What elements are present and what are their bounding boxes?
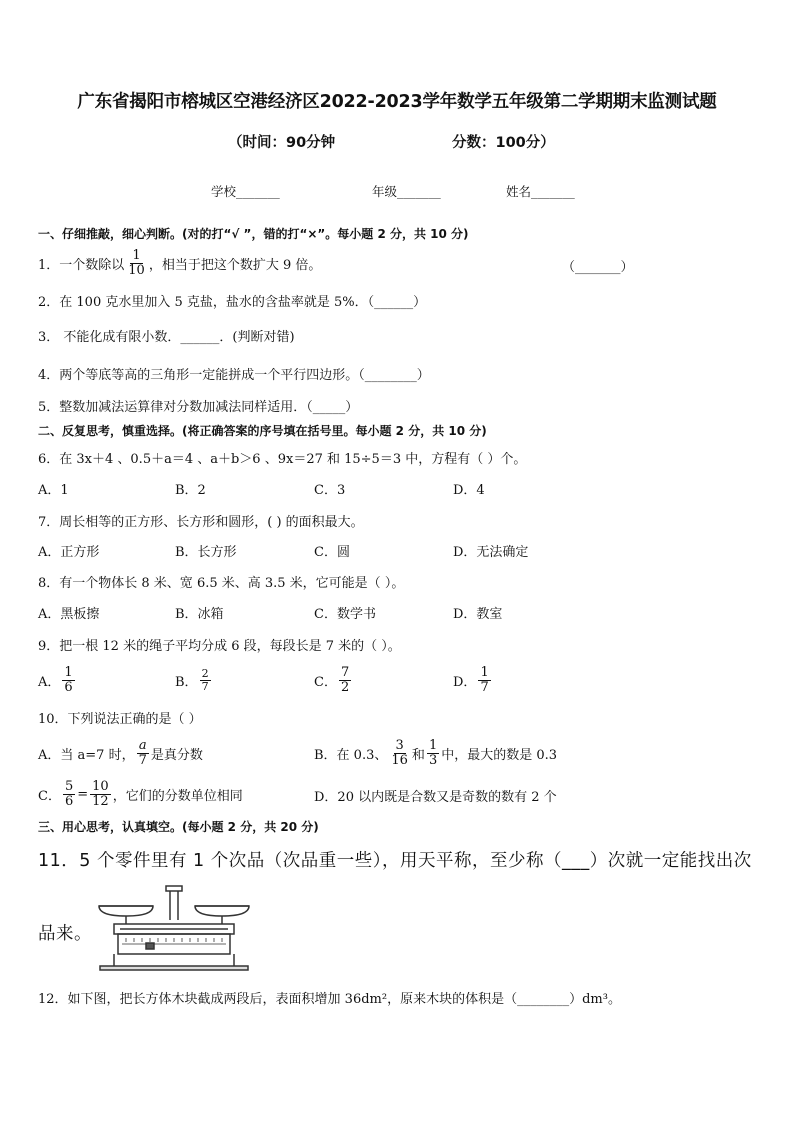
q9-option-b[interactable]: [175, 660, 213, 700]
q9-d-den: 7: [480, 679, 489, 695]
exam-time: （时间：90分钟: [228, 135, 336, 151]
q9-c-label: C．: [314, 674, 337, 690]
q9-a-num: 1: [64, 664, 73, 680]
school-field: 学校_______: [211, 184, 280, 199]
q9-c-fraction: [339, 666, 351, 694]
q10-a-num: a: [138, 737, 147, 753]
q10-option-c[interactable]: [38, 773, 243, 815]
section-2-title: 二、反复思考，慎重选择。(将正确答案的序号填在括号里。每小题 2 分，共 10 分): [38, 424, 487, 438]
q9-c-den: 2: [340, 679, 350, 695]
question-3: 3． 不能化成有限小数．______．(判断对错): [38, 330, 295, 345]
q1-prefix: 1．一个数除以: [38, 257, 125, 273]
question-1: [38, 243, 321, 283]
q10-option-a[interactable]: [38, 732, 203, 774]
balance-scale-image: [96, 882, 252, 972]
q9-d-fraction: [478, 666, 490, 694]
q9-option-a[interactable]: [38, 660, 77, 700]
name-field: 姓名_______: [506, 184, 575, 199]
q10-b-fraction-2: [427, 739, 439, 767]
q6-option-b[interactable]: B．2: [175, 483, 206, 498]
q10-a-fraction: [137, 739, 149, 767]
exam-score: 分数：100分）: [452, 135, 555, 151]
q9-a-fraction: [62, 666, 74, 694]
section-3-title: 三、用心思考，认真填空。(每小题 2 分，共 20 分): [38, 820, 319, 834]
q9-a-label: A．: [38, 674, 61, 690]
q7-option-b[interactable]: B．长方形: [175, 545, 237, 560]
q10-b-den1: 16: [391, 752, 408, 768]
q10-c-prefix: C．: [38, 788, 61, 804]
q10-c-eq: =: [77, 786, 89, 802]
question-5: 5．整数加减法运算律对分数加减法同样适用．（_____）: [38, 400, 359, 415]
q10-a-prefix: A．当 a=7 时，: [38, 747, 135, 763]
question-6: 6．在 3x＋4 、0.5＋a＝4 、a＋b＞6 、9x＝27 和 15÷5＝3 中，方程有（ ）个。: [38, 452, 527, 467]
question-4: 4．两个等底等高的三角形一定能拼成一个平行四边形。（________）: [38, 368, 430, 383]
q7-option-c[interactable]: C．圆: [314, 545, 350, 560]
question-8: 8．有一个物体长 8 米、宽 6.5 米、高 3.5 米，它可能是（ ）。: [38, 576, 405, 591]
q1-den: 10: [128, 262, 145, 278]
q9-b-num: 2: [201, 666, 209, 680]
q10-b-suffix: 中，最大的数是 0.3: [441, 747, 558, 763]
q10-c-suffix: ，它们的分数单位相同: [112, 788, 243, 804]
q10-c-den2: 12: [92, 793, 109, 809]
q6-option-a[interactable]: A．1: [38, 483, 69, 498]
q1-suffix: ，相当于把这个数扩大 9 倍。: [148, 257, 322, 273]
q8-option-c[interactable]: C．数学书: [314, 607, 376, 622]
q9-d-label: D．: [453, 674, 477, 690]
q10-c-den1: 6: [64, 793, 74, 809]
page-title: 广东省揭阳市榕城区空港经济区2022-2023学年数学五年级第二学期期末监测试题: [77, 92, 717, 112]
question-11-cont: 品来。: [38, 924, 92, 944]
q9-b-label: B．: [175, 674, 198, 690]
q10-c-fraction-1: [63, 780, 75, 808]
question-2: 2．在 100 克水里加入 5 克盐，盐水的含盐率就是 5%．（______）: [38, 295, 427, 310]
q8-option-d[interactable]: D．教室: [453, 607, 503, 622]
q6-option-c[interactable]: C．3: [314, 483, 346, 498]
q1-num: 1: [132, 247, 141, 263]
q8-option-a[interactable]: A．黑板擦: [38, 607, 100, 622]
section-1-title: 一、仔细推敲，细心判断。(对的打“√ ”，错的打“×”。每小题 2 分，共 10 分): [38, 227, 469, 241]
q10-c-fraction-2: [90, 780, 111, 808]
q9-d-num: 1: [480, 664, 489, 680]
q9-option-c[interactable]: [314, 660, 353, 700]
question-12: 12．如下图，把长方体木块截成两段后，表面积增加 36dm²，原来木块的体积是（________）dm³。: [38, 992, 621, 1007]
question-11: 11．5 个零件里有 1 个次品（次品重一些），用天平称，至少称（___）次就一定能找出次: [38, 851, 752, 871]
q10-b-prefix: B．在 0.3、: [314, 747, 388, 763]
q9-a-den: 6: [64, 679, 73, 695]
q8-option-b[interactable]: B．冰箱: [175, 607, 224, 622]
q9-b-fraction: [200, 668, 211, 692]
q7-option-a[interactable]: A．正方形: [38, 545, 100, 560]
q10-b-mid: 和: [411, 747, 425, 763]
q7-option-d[interactable]: D．无法确定: [453, 545, 529, 560]
q10-b-den2: 3: [428, 752, 438, 768]
q10-b-num1: 3: [395, 737, 404, 753]
q9-c-num: 7: [340, 664, 350, 680]
q10-c-num2: 10: [92, 778, 109, 794]
q10-a-suffix: 是真分数: [150, 747, 203, 763]
q10-b-fraction-1: [389, 739, 410, 767]
q1-answer-blank[interactable]: （_______）: [562, 260, 634, 275]
q1-fraction: [126, 249, 147, 277]
q10-c-num1: 5: [64, 778, 74, 794]
q10-option-b[interactable]: [314, 732, 557, 774]
q10-a-den: 7: [138, 752, 147, 768]
grade-field: 年级_______: [372, 184, 441, 199]
q6-option-d[interactable]: D．4: [453, 483, 485, 498]
q9-b-den: 7: [201, 679, 209, 693]
question-10: 10．下列说法正确的是（ ）: [38, 712, 202, 727]
question-7: 7．周长相等的正方形、长方形和圆形，( ) 的面积最大。: [38, 515, 364, 530]
q9-option-d[interactable]: [453, 660, 493, 700]
q10-b-num2: 1: [428, 737, 438, 753]
question-9: 9．把一根 12 米的绳子平均分成 6 段，每段长是 7 米的（ ）。: [38, 639, 401, 654]
q10-option-d[interactable]: D．20 以内既是合数又是奇数的数有 2 个: [314, 790, 557, 805]
